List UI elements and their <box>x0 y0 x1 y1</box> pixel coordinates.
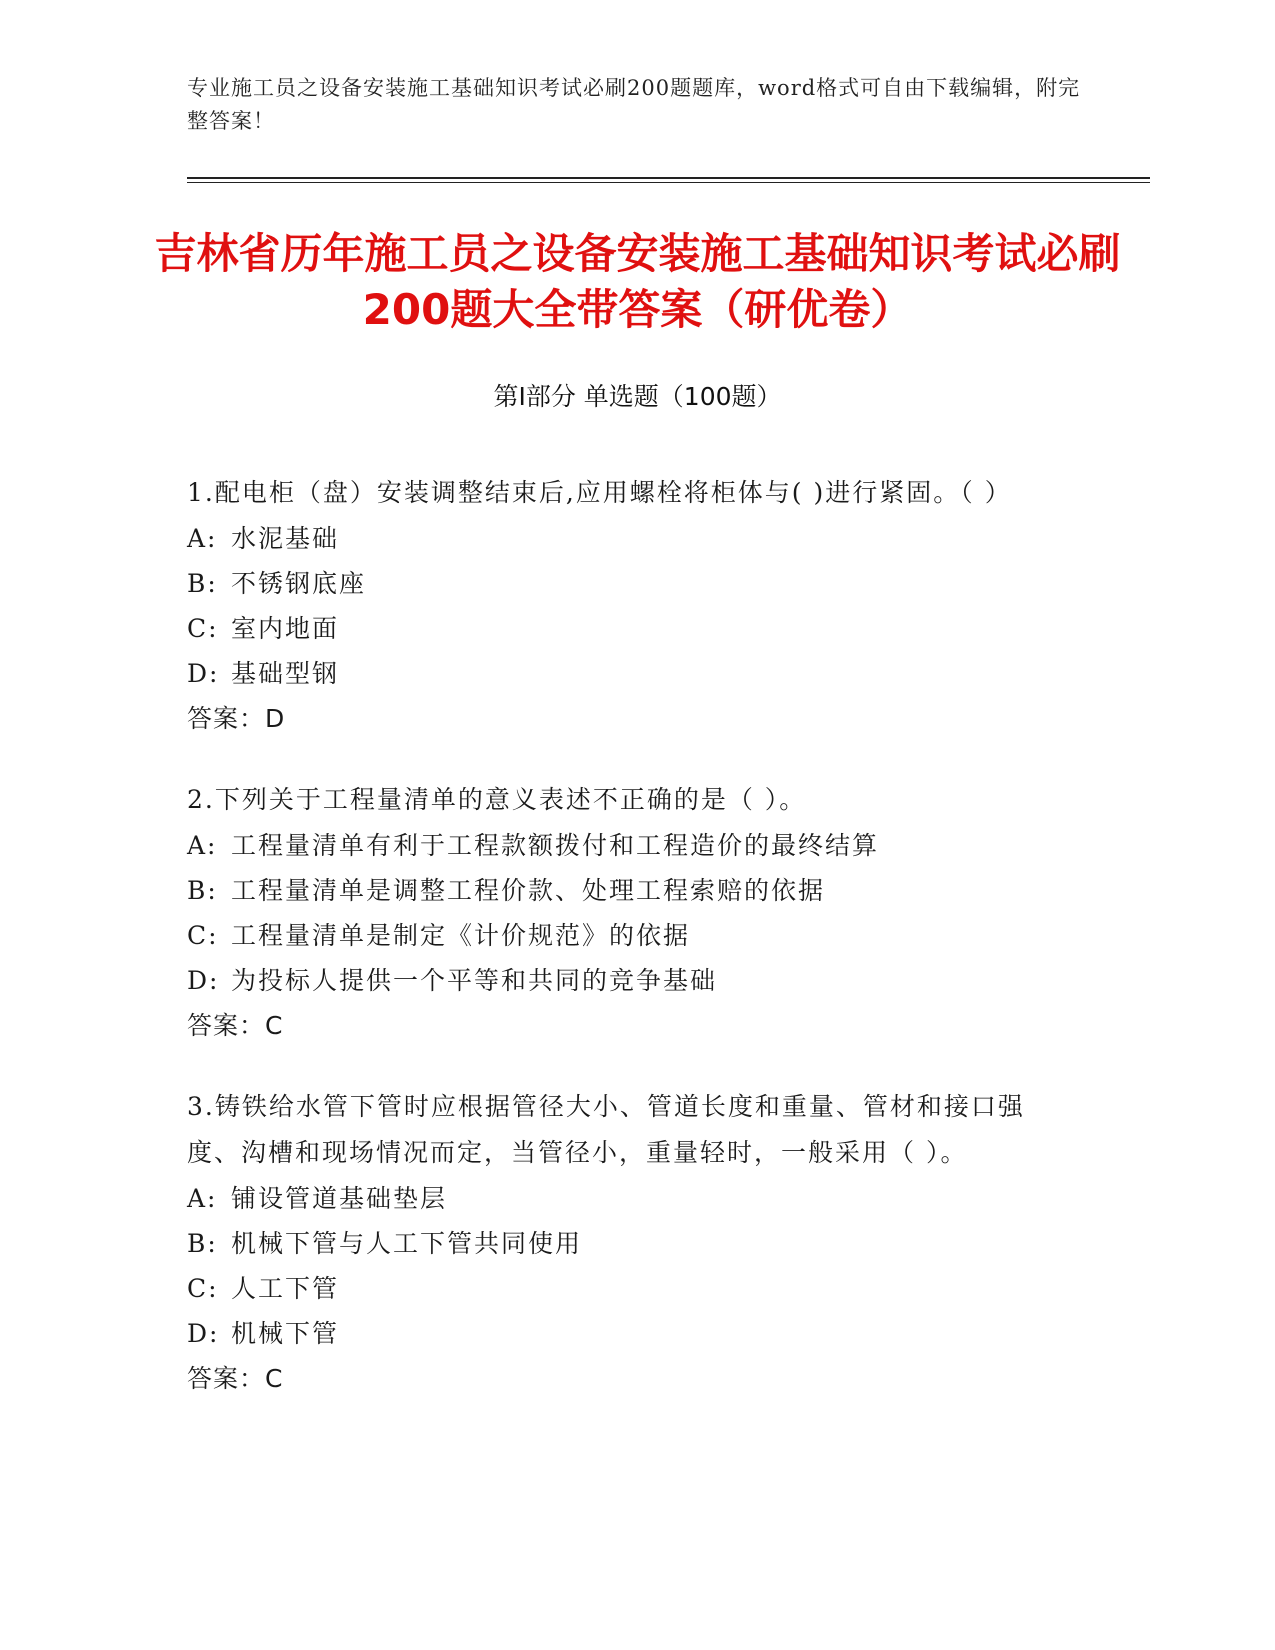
option-letter: A: <box>187 524 218 553</box>
question-3 <box>187 1084 1067 1402</box>
option-letter: C: <box>187 1274 219 1303</box>
header-rule-thin <box>187 182 1150 183</box>
option-letter: B: <box>187 1229 218 1258</box>
option-text: 机械下管 <box>231 1319 340 1348</box>
option-a <box>187 516 1067 561</box>
option-text: 室内地面 <box>231 614 340 643</box>
answer-line: 答案：C <box>187 1364 284 1393</box>
option-letter: A: <box>187 1184 218 1213</box>
option-text: 不锈钢底座 <box>231 569 367 598</box>
option-c <box>187 606 1067 651</box>
option-text: 铺设管道基础垫层 <box>231 1184 448 1213</box>
option-text: 基础型钢 <box>231 659 340 688</box>
option-b <box>187 561 1067 606</box>
question-list <box>187 470 1067 1437</box>
question-stem: 3.铸铁给水管下管时应根据管径大小、管道长度和重量、管材和接口强度、沟槽和现场情况而定，当管径小，重量轻时，一般采用（ ）。 <box>187 1092 1025 1167</box>
option-text: 工程量清单是制定《计价规范》的依据 <box>231 921 691 950</box>
option-b <box>187 1221 1067 1266</box>
option-text: 机械下管与人工下管共同使用 <box>231 1229 583 1258</box>
question-1 <box>187 470 1067 742</box>
section-title: 第Ⅰ部分 单选题（100题） <box>493 382 782 411</box>
option-letter: D: <box>187 1319 220 1348</box>
option-letter: B: <box>187 876 218 905</box>
option-text: 工程量清单有利于工程款额拨付和工程造价的最终结算 <box>231 831 880 860</box>
header-rule-thick <box>187 177 1150 179</box>
option-b <box>187 868 1067 913</box>
option-text: 工程量清单是调整工程价款、处理工程索赔的依据 <box>231 876 826 905</box>
option-d <box>187 651 1067 696</box>
option-c <box>187 913 1067 958</box>
option-letter: C: <box>187 614 219 643</box>
question-stem: 2.下列关于工程量清单的意义表述不正确的是（ ）。 <box>187 785 807 814</box>
header-note: 专业施工员之设备安装施工基础知识考试必刷200题题库，word格式可自由下载编辑，附完整答案！ <box>187 76 1081 133</box>
option-text: 人工下管 <box>231 1274 340 1303</box>
option-text: 水泥基础 <box>231 524 340 553</box>
question-stem: 1.配电柜（盘）安装调整结束后,应用螺栓将柜体与( )进行紧固。（ ） <box>187 478 1012 507</box>
option-a <box>187 823 1067 868</box>
option-letter: A: <box>187 831 218 860</box>
question-2 <box>187 777 1067 1049</box>
option-text: 为投标人提供一个平等和共同的竞争基础 <box>231 966 718 995</box>
option-letter: D: <box>187 659 220 688</box>
option-letter: C: <box>187 921 219 950</box>
answer-line: 答案：D <box>187 704 286 733</box>
option-letter: D: <box>187 966 220 995</box>
option-letter: B: <box>187 569 218 598</box>
document-title: 吉林省历年施工员之设备安装施工基础知识考试必刷200题大全带答案（研优卷） <box>154 229 1121 334</box>
option-c <box>187 1266 1067 1311</box>
option-d <box>187 958 1067 1003</box>
option-d <box>187 1311 1067 1356</box>
option-a <box>187 1176 1067 1221</box>
answer-line: 答案：C <box>187 1011 284 1040</box>
